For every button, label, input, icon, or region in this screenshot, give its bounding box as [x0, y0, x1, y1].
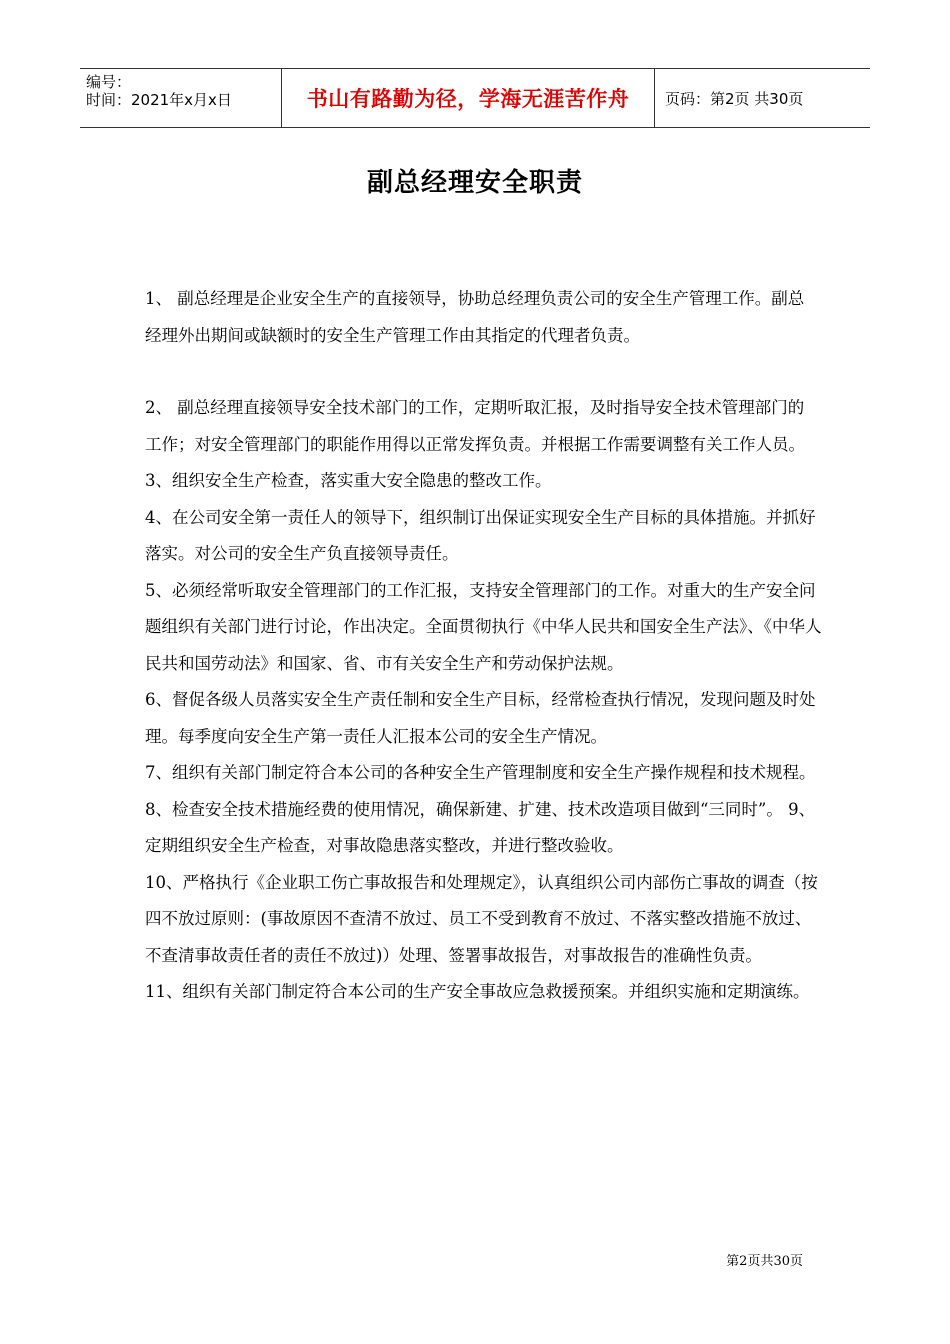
document-number-label: 编号：	[86, 73, 132, 91]
paragraph-8: 8、检查安全技术措施经费的使用情况，确保新建、扩建、技术改造项目做到“三同时”。 9、定期组织安全生产检查，对事故隐患落实整改，并进行整改验收。	[145, 799, 816, 855]
header-info-cell	[80, 69, 282, 127]
paragraph-3: 3、组织安全生产检查，落实重大安全隐患的整改工作。	[145, 471, 552, 490]
paragraph-2: 2、 副总经理直接领导安全技术部门的工作，定期听取汇报，及时指导安全技术管理部门的 工作；对安全管理部门的职能作用得以正常发挥负责。并根据工作需要调整有关工作人员。	[145, 398, 805, 454]
document-title: 副总经理安全职责	[366, 168, 583, 198]
paragraph-11: 11、组织有关部门制定符合本公司的生产安全事故应急救援预案。并组织实施和定期演练。	[145, 982, 810, 1001]
paragraph-7: 7、组织有关部门制定符合本公司的各种安全生产管理制度和安全生产操作规程和技术规程。	[145, 763, 816, 782]
paragraph-5: 5、必须经常听取安全管理部门的工作汇报，支持安全管理部门的工作。对重大的生产安全问题组织有关部门进行讨论，作出决定。全面贯彻执行《中华人民共和国安全生产法》、《中华人民共和国劳动法》和国家、省、市有关安全生产和劳动保护法规。	[145, 580, 822, 673]
header-slogan: 书山有路勤为径，学海无涯苦作舟	[282, 69, 655, 127]
page-footer-number: 第2页共30页	[726, 1254, 803, 1269]
paragraph-6: 6、督促各级人员落实安全生产责任制和安全生产目标，经常检查执行情况，发现问题及时处理。每季度向安全生产第一责任人汇报本公司的安全生产情况。	[145, 690, 816, 746]
paragraph-1: 1、 副总经理是企业安全生产的直接领导，协助总经理负责公司的安全生产管理工作。副总 经理外出期间或缺额时的安全生产管理工作由其指定的代理者负责。	[145, 289, 805, 345]
header-page-indicator: 页码：第2页 共30页	[665, 89, 804, 108]
document-time-label: 时间：2021年x月x日	[86, 91, 232, 109]
document-body	[145, 281, 825, 1011]
paragraph-4: 4、在公司安全第一责任人的领导下，组织制订出保证实现安全生产目标的具体措施。并抓好落实。对公司的安全生产负直接领导责任。	[145, 507, 816, 563]
paragraph-10: 10、严格执行《企业职工伤亡事故报告和处理规定》，认真组织公司内部伤亡事故的调查（按四不放过原则：(事故原因不查清不放过、员工不受到教育不放过、不落实整改措施不放过、不查清事故责任者的责任不放过)）处理、签署事故报告，对事故报告的准确性负责。	[145, 872, 818, 965]
page-header	[80, 68, 870, 128]
